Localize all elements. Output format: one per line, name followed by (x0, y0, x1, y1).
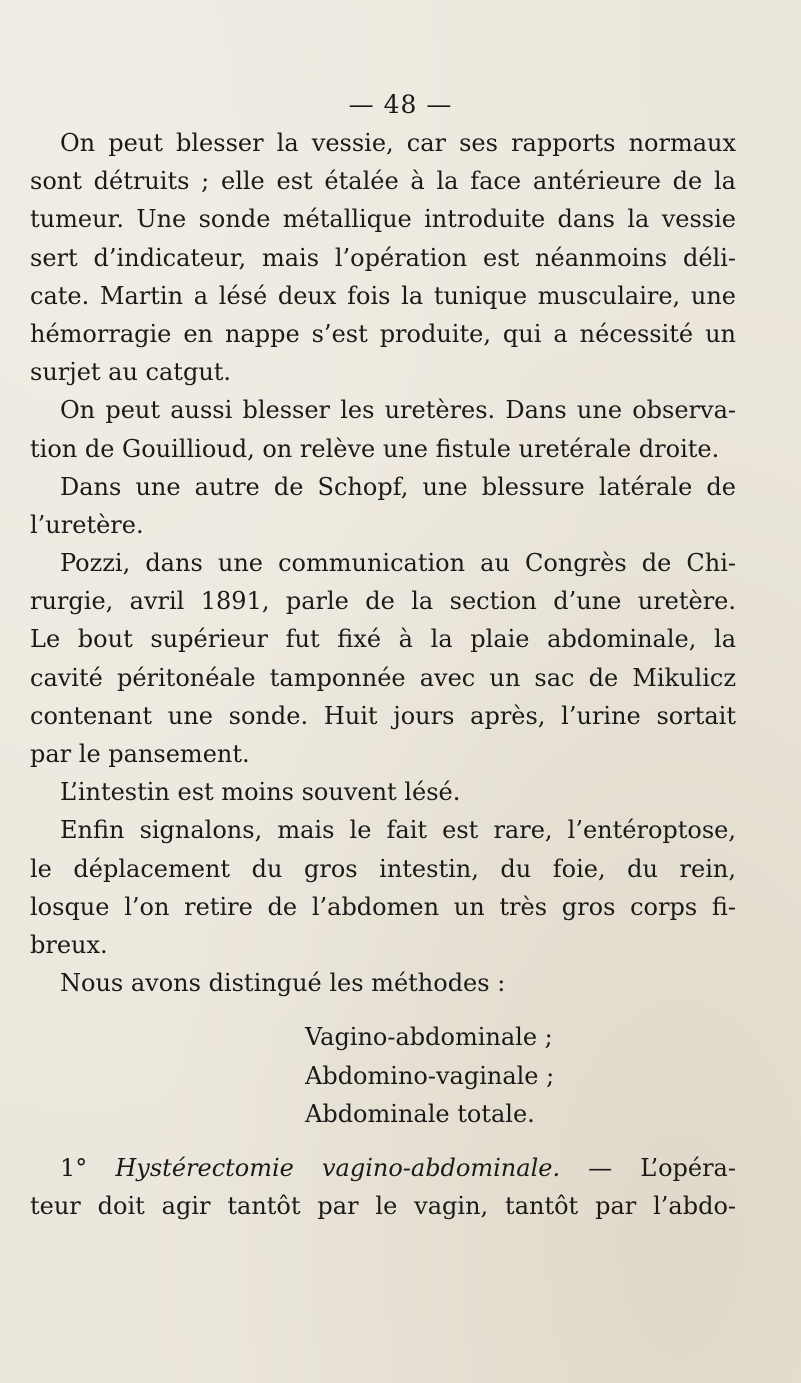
text-line: Enfin signalons, mais le fait est rare, l’entéroptose, (60, 816, 736, 845)
list-item: Vagino-abdominale ; (305, 1023, 553, 1052)
text-line: cavité péritonéale tamponnée avec un sac de Mikulicz (30, 663, 736, 692)
paragraph-intestine (30, 773, 736, 811)
text-line: rurgie, avril 1891, parle de la section d’une uretère. (30, 587, 736, 616)
paragraph-methods-intro (30, 964, 736, 1002)
text-line: hémorragie en nappe s’est produite, qui a nécessité un (30, 319, 736, 348)
spacer (30, 1002, 736, 1018)
text-line: On peut blesser la vessie, car ses rapports normaux (60, 129, 736, 157)
page-number: — 48 — (348, 90, 453, 119)
paragraph-enteroptosis (30, 811, 736, 964)
text-line: Nous avons distingué les méthodes : (60, 969, 506, 998)
text-line: teur doit agir tantôt par le vagin, tantôt par l’abdo- (30, 1192, 736, 1221)
text-line: tumeur. Une sonde métallique introduite dans la vessie (30, 205, 736, 234)
text-line: contenant une sonde. Huit jours après, l’urine sortait (30, 701, 736, 730)
section-title: Hystérectomie vagino-abdominale. (115, 1153, 561, 1182)
paragraph-ureter-injury (30, 391, 736, 467)
text-line: tion de Gouillioud, on relève une fistule uretérale droite. (30, 434, 720, 463)
list-item: Abdominale totale. (305, 1099, 535, 1128)
text-line: cate. Martin a lésé deux fois la tunique musculaire, une (30, 281, 736, 310)
text-line: losque l’on retire de l’abdomen un très gros corps fi- (30, 892, 736, 921)
section-text: — L’opéra- (560, 1153, 736, 1182)
text-line: sert d’indicateur, mais l’opération est néanmoins déli- (30, 243, 736, 272)
text-line: Pozzi, dans une communication au Congrès de Chi- (60, 549, 736, 578)
section-vagino-abdominal (30, 1149, 736, 1225)
spacer (30, 1133, 736, 1149)
text-line: l’uretère. (30, 510, 144, 539)
paragraph-pozzi-communication (30, 544, 736, 773)
text-line: le déplacement du gros intestin, du foie, du rein, (30, 854, 736, 883)
text-line: L’intestin est moins souvent lésé. (60, 778, 461, 807)
text-line: breux. (30, 930, 108, 959)
section-number: 1° (60, 1153, 88, 1182)
text-line: Le bout supérieur fut fixé à la plaie abdominale, la (30, 625, 736, 654)
text-line: On peut aussi blesser les uretères. Dans une observa- (60, 396, 736, 425)
text-line: surjet au catgut. (30, 358, 232, 387)
methods-list (30, 1018, 736, 1133)
list-item: Abdomino-vaginale ; (305, 1061, 555, 1090)
paragraph-schopf-observation (30, 468, 736, 544)
body-text (30, 124, 736, 1225)
text-line: Dans une autre de Schopf, une blessure latérale de (60, 472, 736, 501)
text-line: par le pansement. (30, 740, 250, 768)
paragraph-bladder-injury (30, 124, 736, 391)
text-line (30, 1149, 736, 1187)
text-line: sont détruits ; elle est étalée à la face antérieure de la (30, 167, 736, 196)
